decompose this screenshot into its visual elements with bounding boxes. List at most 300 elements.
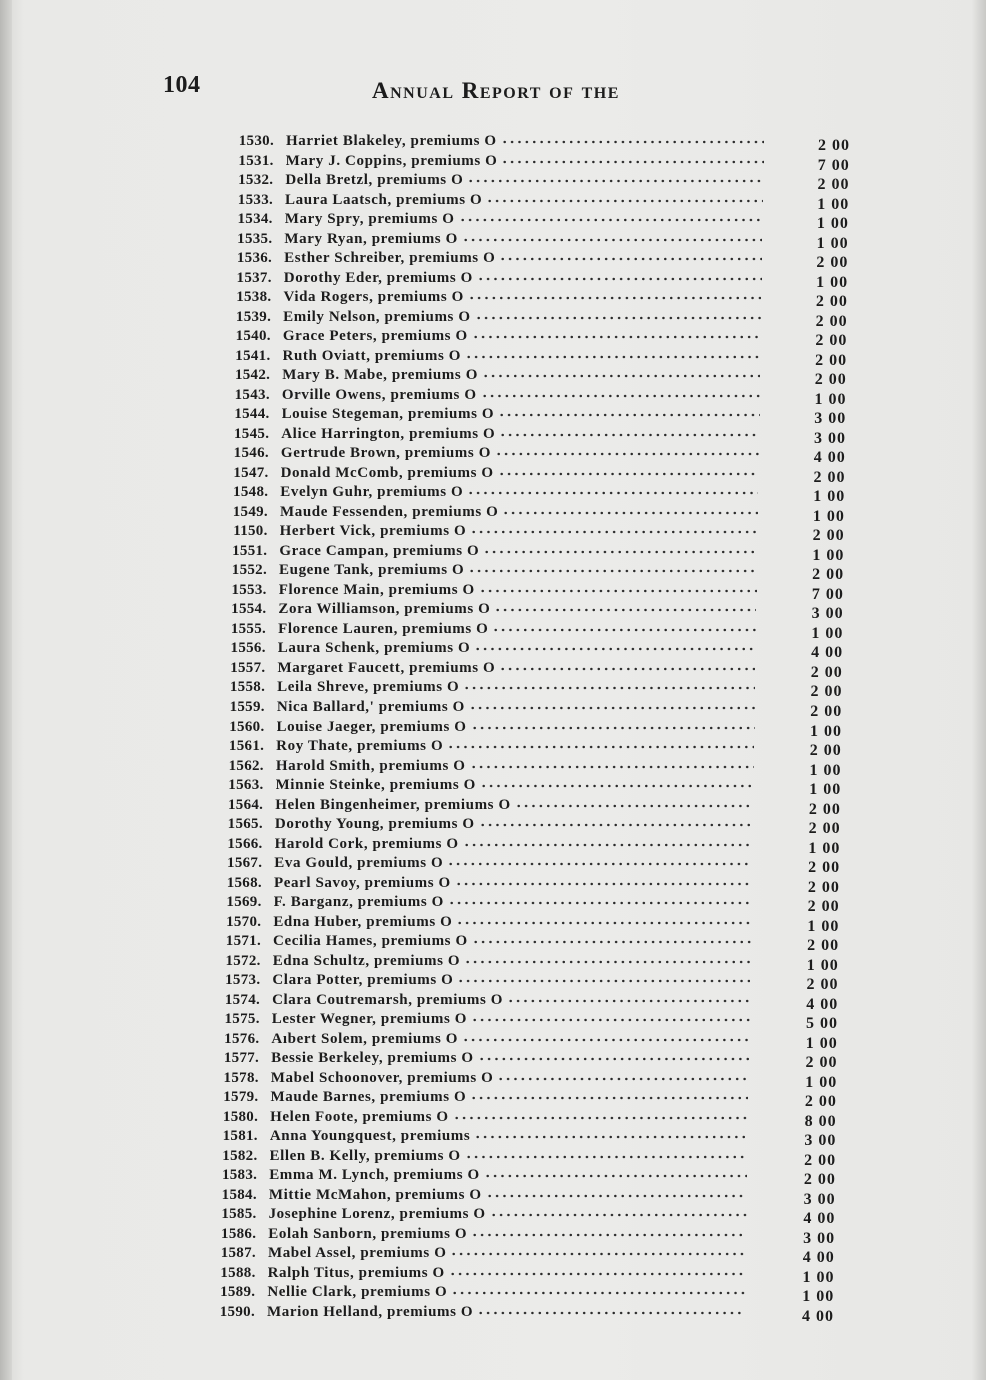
entry-number: 1554. [231,601,267,618]
entry-text: Maude Fessenden, premiums O [279,503,499,520]
entry-amount: 1 00 [805,1073,838,1091]
entry-number: 1566. [227,835,263,852]
entry-number: 1552. [231,562,268,579]
list-item [0,1283,986,1306]
dot-leader [463,840,753,850]
entry-text: Emma M. Lynch, premiums O [269,1167,480,1184]
entry-amount: 2 00 [803,1171,836,1189]
entry-amount: 2 00 [815,293,848,311]
entry-text: Josephine Lorenz, premiums O [268,1206,486,1223]
entry-number: 1150. [233,523,268,540]
entry-amount: 1 00 [816,215,849,233]
entry-number: 1531. [238,152,274,169]
list-item [0,425,986,447]
entry-text: Herbert Vick, premiums O [279,523,467,540]
dot-leader [486,196,763,206]
dot-leader [472,937,751,947]
entry-description [275,835,753,853]
list-item [0,620,986,642]
entry-amount: 2 00 [807,898,840,916]
dot-leader [470,1093,748,1103]
entry-text: Zora Williamson, premiums O [278,601,491,618]
dot-leader [478,1054,749,1064]
list-item [0,854,986,877]
entry-amount: 1 00 [809,761,842,779]
list-item [0,444,986,467]
entry-description [268,1225,746,1243]
entry-number: 1547. [233,464,269,481]
list-item [0,210,986,233]
entry-amount: 1 00 [816,273,849,291]
entry-description [279,542,757,560]
entry-number: 1581. [222,1128,258,1145]
entry-amount: 7 00 [811,585,844,603]
entry-description [272,991,750,1009]
list-item [0,1127,986,1150]
entry-description [284,269,762,287]
list-item [0,464,986,486]
list-item [0,659,986,681]
list-item [0,718,986,740]
list-item [0,1244,986,1267]
entry-amount: 1 00 [813,488,846,506]
entry-amount: 2 00 [817,176,850,194]
list-item [0,1303,986,1325]
entry-description [268,1264,746,1282]
entry-number: 1577. [223,1050,260,1067]
entry-text: Evelyn Guhr, premiums O [280,484,464,501]
entry-text: Eugene Tank, premiums O [279,562,465,579]
dot-leader [450,1249,745,1259]
entry-number: 1535. [237,230,273,247]
dot-leader [448,898,752,908]
dot-leader [451,1288,745,1298]
list-item [0,327,986,350]
entry-number: 1564. [227,796,264,813]
dot-leader [481,391,760,401]
entry-text: Nica Ballard,' premiums O [276,698,465,715]
list-item [0,581,986,603]
entry-amount: 1 00 [805,1034,838,1052]
entry-amount: 2 00 [813,468,846,486]
entry-amount: 2 00 [805,1054,838,1072]
entry-description [277,659,755,677]
entry-number: 1586. [221,1225,257,1242]
entry-number: 1588. [220,1264,256,1281]
entry-text: Clara Coutremarsh, premiums O [272,991,504,1008]
entry-description [277,698,755,716]
entry-description [278,600,756,618]
list-item [0,737,986,760]
entry-description [273,932,751,950]
entry-number: 1583. [221,1167,258,1184]
list-item [0,1108,986,1130]
entry-number: 1578. [223,1069,259,1086]
list-item [0,1088,986,1111]
entry-description [271,1069,749,1087]
list-item [0,815,986,838]
entry-amount: 8 00 [804,1112,837,1130]
dot-leader [462,235,763,245]
entry-number: 1551. [232,542,268,559]
entry-description [276,737,754,755]
entry-amount: 7 00 [817,156,850,174]
entry-text: Marion Helland, premiums O [267,1304,474,1320]
entry-text: Laura Laatsch, premiums O [285,191,483,208]
dot-leader [480,781,754,791]
entry-number: 1553. [231,581,267,598]
list-item [0,991,986,1013]
entry-amount: 2 00 [818,137,850,154]
dot-leader [459,215,763,225]
entry-amount: 2 00 [804,1151,837,1169]
entry-text: Ellen B. Kelly, premiums O [269,1147,461,1164]
entry-text: Harold Smith, premiums O [275,757,466,774]
entry-description [281,425,759,443]
entry-description [276,776,754,794]
entry-amount: 1 00 [809,781,842,799]
entry-number: 1544. [234,406,270,423]
list-item [0,600,986,623]
entry-description [279,581,757,599]
entry-text: Pearl Savoy, premiums O [273,874,451,891]
entry-text: Laura Schenk, premiums O [277,640,471,657]
entry-description [267,1303,745,1321]
entry-number: 1530. [238,133,274,149]
entry-number: 1555. [230,620,267,637]
entry-amount: 1 00 [802,1288,835,1306]
list-item [0,561,986,584]
entry-number: 1548. [233,484,269,501]
entry-description [274,893,752,911]
entry-text: Donald McComb, premiums O [280,464,494,481]
entry-description [286,132,764,150]
entry-amount: 2 00 [806,976,839,994]
dot-leader [498,410,759,420]
dot-leader [483,547,757,557]
dot-leader [484,1171,747,1181]
entry-amount: 1 00 [802,1268,835,1286]
entry-text: Alice Harrington, premiums O [281,425,496,442]
dot-leader [501,137,764,147]
dot-leader [453,1113,749,1123]
entry-amount: 3 00 [811,605,844,623]
entry-text: Mary Ryan, premiums O [284,230,458,247]
entry-amount: 2 00 [809,742,842,760]
entry-description [281,464,759,482]
entry-number: 1587. [220,1245,256,1262]
list-item [0,971,986,994]
entry-number: 1561. [228,738,265,755]
entry-text: Cecilia Hames, premiums O [273,933,468,950]
entry-number: 1585. [221,1206,257,1223]
dot-leader [474,644,756,654]
dot-leader [490,1210,747,1220]
entry-description [283,288,761,306]
entry-amount: 1 00 [817,195,850,213]
entry-number: 1576. [224,1030,260,1047]
entry-number: 1582. [222,1147,258,1164]
list-item [0,288,986,311]
entry-amount: 2 00 [814,371,847,389]
list-item [0,230,986,252]
entry-number: 1534. [237,211,273,228]
dot-leader [494,605,756,615]
entry-text: Mabel Schoonover, premiums O [270,1069,494,1086]
list-item [0,1264,986,1286]
entry-amount: 2 00 [815,351,848,369]
entry-text: Louise Jaeger, premiums O [276,718,467,735]
dot-leader [449,1269,746,1279]
entry-number: 1549. [232,503,268,520]
entry-text: Louise Stegeman, premiums O [281,406,495,423]
entry-amount: 4 00 [802,1249,835,1267]
entry-number: 1571. [225,933,262,950]
dot-leader [499,254,762,264]
entry-description [272,971,750,989]
entry-description [277,718,755,736]
entry-description [278,620,756,638]
entry-text: Helen Foote, premiums O [270,1108,449,1125]
entry-description [269,1166,747,1184]
entry-description [282,386,760,404]
entry-description [276,757,754,775]
entry-number: 1579. [223,1089,259,1106]
list-item [0,132,986,154]
entry-description [285,210,763,228]
dot-leader [477,1308,745,1318]
entry-amount: 4 00 [813,449,846,467]
entry-number: 1562. [228,757,264,774]
dot-leader [471,1015,750,1025]
entry-number: 1575. [224,1011,260,1028]
entry-number: 1543. [234,386,270,403]
entry-description [286,152,764,170]
entry-number: 1570. [226,913,262,930]
entry-number: 1559. [229,698,265,715]
entry-number: 1536. [236,250,273,267]
entry-amount: 2 00 [812,566,845,584]
entry-description [277,678,755,696]
dot-leader [468,566,757,576]
entry-number: 1541. [235,347,271,364]
dot-leader [456,918,751,928]
list-item [0,698,986,720]
entry-description [268,1244,746,1262]
entry-text: Aıbert Solem, premiums O [271,1030,459,1047]
entry-amount: 4 00 [803,1210,836,1228]
dot-leader [457,976,750,986]
entry-text: Maude Barnes, premiums O [270,1089,467,1106]
dot-leader [471,1230,746,1240]
entry-amount: 1 00 [811,624,844,642]
entry-amount: 3 00 [804,1132,837,1150]
dot-leader [502,508,758,518]
list-item [0,308,986,330]
entry-text: Margaret Faucett, premiums O [277,659,496,676]
entry-description [285,171,763,189]
list-item [0,366,986,389]
list-item [0,1225,986,1247]
entry-amount: 2 00 [810,663,843,681]
entry-amount: 2 00 [804,1093,837,1111]
list-item [0,932,986,955]
entry-amount: 1 00 [810,722,842,740]
entry-amount: 4 00 [802,1308,834,1325]
entry-description [280,483,758,501]
entry-number: 1538. [236,289,272,306]
entry-description [269,1186,747,1204]
entry-number: 1568. [226,874,262,891]
entry-amount: 3 00 [814,410,847,428]
entry-description [272,1010,750,1028]
entry-number: 1533. [237,191,274,208]
list-item [0,776,986,799]
entry-description [274,874,752,892]
entry-amount: 2 00 [807,937,840,955]
entry-number: 1539. [235,308,272,325]
dot-leader [472,332,761,342]
list-item [0,678,986,701]
list-item [0,522,986,545]
entry-amount: 2 00 [816,254,849,272]
dot-leader [467,488,758,498]
entry-number: 1537. [236,269,272,286]
entry-text: Esther Schreiber, premiums O [284,250,496,267]
entry-description [282,405,760,423]
entry-number: 1567. [227,855,263,872]
entry-number: 1572. [225,952,261,969]
list-item [0,1049,986,1072]
entry-text: Lester Wegner, premiums O [271,1011,468,1028]
dot-leader [499,664,755,674]
entry-amount: 2 00 [808,859,841,877]
list-item [0,913,986,935]
entry-description [271,1030,749,1048]
entry-amount: 1 00 [812,507,845,525]
dot-leader [455,879,752,889]
entry-text: Roy Thate, premiums O [276,738,444,755]
entry-amount: 2 00 [808,800,841,818]
entry-description [283,347,761,365]
dot-leader [447,859,752,869]
entry-description [279,561,757,579]
entry-description [284,249,762,267]
dot-leader [474,1132,748,1142]
entry-text: Mary Spry, premiums O [284,211,455,228]
entry-number: 1569. [226,894,262,911]
entry-text: Grace Peters, premiums O [282,328,468,345]
entry-amount: 3 00 [803,1229,836,1247]
entry-text: Edna Huber, premiums O [273,913,453,930]
entry-amount: 1 00 [812,546,845,564]
entry-text: Florence Main, premiums O [278,581,475,598]
entry-description [283,327,761,345]
entry-description [275,815,753,833]
entry-number: 1558. [229,679,266,696]
dot-leader [463,683,755,693]
entry-description [283,308,761,326]
entry-description [278,639,756,657]
entry-text: Vida Rogers, premiums O [283,289,464,306]
list-item [0,386,986,408]
entry-description [269,1205,747,1223]
dot-leader [477,274,762,284]
dot-leader [495,449,759,459]
entry-description [271,1049,749,1067]
dot-leader [475,313,762,323]
entry-text: Bessie Berkeley, premiums O [271,1050,474,1067]
entry-text: Florence Lauren, premiums O [278,620,489,637]
entry-number: 1546. [233,445,269,462]
entry-amount: 3 00 [803,1190,836,1208]
entry-text: Ruth Oviatt, premiums O [282,347,462,364]
entry-text: Mittie McMahon, premiums O [268,1186,482,1203]
list-item [0,152,986,174]
dot-leader [515,801,754,811]
entry-amount: 2 00 [815,332,848,350]
entry-description [280,503,758,521]
entry-number: 1573. [225,972,261,989]
entry-amount: 1 00 [806,956,839,974]
entry-amount: 2 00 [812,527,845,545]
entry-text: Orville Owens, premiums O [281,386,477,403]
list-item [0,1147,986,1169]
entry-amount: 2 00 [810,683,843,701]
dot-leader [501,157,763,167]
entry-amount: 2 00 [810,702,843,720]
entry-description [273,913,751,931]
dot-leader [462,1035,749,1045]
entry-text: F. Barganz, premiums O [273,894,444,911]
list-item [0,1030,986,1052]
entry-number: 1590. [219,1304,255,1320]
entry-number: 1560. [229,718,265,735]
entry-description [282,366,760,384]
dot-leader [467,176,763,186]
entry-number: 1532. [238,172,274,189]
dot-leader [486,1191,747,1201]
entry-number: 1565. [227,816,263,833]
entry-number: 1563. [228,777,264,794]
dot-leader [468,293,762,303]
dot-leader [479,586,757,596]
dot-leader [499,430,759,440]
list-item [0,1166,986,1189]
entry-text: Mary J. Coppins, premiums O [285,152,498,169]
entry-amount: 1 00 [808,839,841,857]
entry-number: 1584. [221,1186,257,1203]
list-item [0,249,986,272]
list-item [0,1069,986,1091]
entry-number: 1574. [224,991,261,1008]
entry-amount: 4 00 [811,644,844,662]
list-item [0,269,986,291]
entry-text: Helen Bingenheimer, premiums O [275,796,511,813]
list-item [0,874,986,896]
dot-leader [482,371,760,381]
dot-leader [465,352,760,362]
entry-description [270,1127,748,1145]
entry-text: Dorothy Young, premiums O [274,816,475,833]
list-item [0,835,986,857]
entry-text: Mary B. Mabe, premiums O [282,367,478,384]
list-item [0,347,986,369]
dot-leader [471,723,755,733]
entry-text: Harriet Blakeley, premiums O [286,133,497,149]
entry-text: Emily Nelson, premiums O [283,308,471,325]
entry-text: Mabel Assel, premiums O [267,1245,447,1262]
